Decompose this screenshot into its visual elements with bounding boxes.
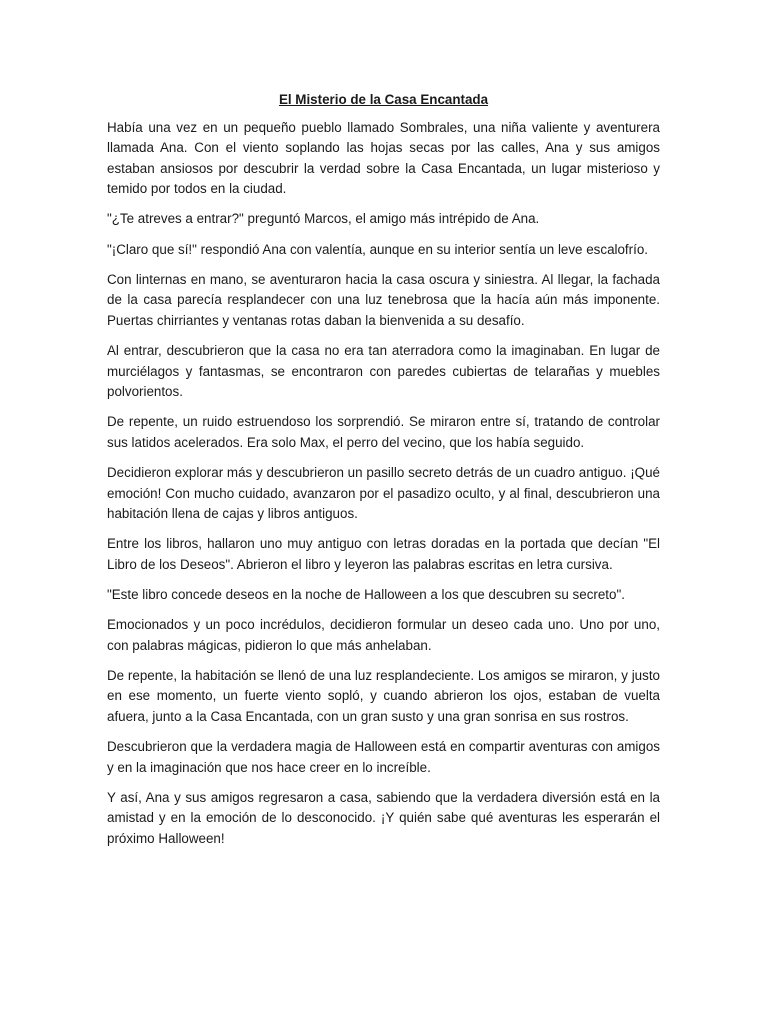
paragraph-4: Con linternas en mano, se aventuraron hacia la casa oscura y siniestra. Al llegar, la fachada de la casa parecía resplandecer con una luz tenebrosa que la hacía aún más imponente. Puertas chirriantes y ventanas rotas daban la bienvenida a su desafío. <box>107 271 660 328</box>
paragraph-13: Y así, Ana y sus amigos regresaron a casa, sabiendo que la verdadera diversión está en la amistad y en la emoción de lo desconocido. ¡Y quién sabe qué aventuras les esperarán el próximo Halloween! <box>107 789 660 846</box>
paragraph-12: Descubrieron que la verdadera magia de Halloween está en compartir aventuras con amigos y en la imaginación que nos hace creer en lo increíble. <box>107 738 660 775</box>
paragraph-7: Decidieron explorar más y descubrieron un pasillo secreto detrás de un cuadro antiguo. ¡Qué emoción! Con mucho cuidado, avanzaron por el pasadizo oculto, y al final, descubrieron una habitación llena de cajas y libros antiguos. <box>107 464 660 522</box>
paragraph-10: Emocionados y un poco incrédulos, decidieron formular un deseo cada uno. Uno por uno, con palabras mágicas, pidieron lo que más anhelaban. <box>107 616 660 653</box>
document-title: El Misterio de la Casa Encantada <box>278 92 489 107</box>
paragraph-1: Había una vez en un pequeño pueblo llamado Sombrales, una niña valiente y aventurera llamada Ana. Con el viento soplando las hojas secas por las calles, Ana y sus amigos estaban ansiosos por descubrir la verdad sobre la Casa Encantada, un lugar misterioso y temido por todos en la ciudad. <box>107 119 660 197</box>
paragraph-3: "¡Claro que sí!" respondió Ana con valentía, aunque en su interior sentía un leve escalofrío. <box>107 241 648 257</box>
paragraph-2: "¿Te atreves a entrar?" preguntó Marcos, el amigo más intrépido de Ana. <box>107 211 540 227</box>
paragraph-6: De repente, un ruido estruendoso los sorprendió. Se miraron entre sí, tratando de controlar sus latidos acelerados. Era solo Max, el perro del vecino, que los había seguido. <box>107 414 660 450</box>
document-page <box>107 90 660 859</box>
paragraph-11: De repente, la habitación se llenó de una luz resplandeciente. Los amigos se miraron, y justo en ese momento, un fuerte viento sopló, y cuando abrieron los ojos, estaban de vuelta afuera, junto a la Casa Encantada, con un gran susto y una gran sonrisa en sus rostros. <box>107 667 660 724</box>
paragraph-9: "Este libro concede deseos en la noche de Halloween a los que descubren su secreto". <box>107 586 625 602</box>
paragraph-5: Al entrar, descubrieron que la casa no era tan aterradora como la imaginaban. En lugar de murciélagos y fantasmas, se encontraron con paredes cubiertas de telarañas y muebles polvorientos. <box>107 342 660 400</box>
paragraph-8: Entre los libros, hallaron uno muy antiguo con letras doradas en la portada que decían "El Libro de los Deseos". Abrieron el libro y leyeron las palabras escritas en letra cursiva. <box>107 536 660 572</box>
